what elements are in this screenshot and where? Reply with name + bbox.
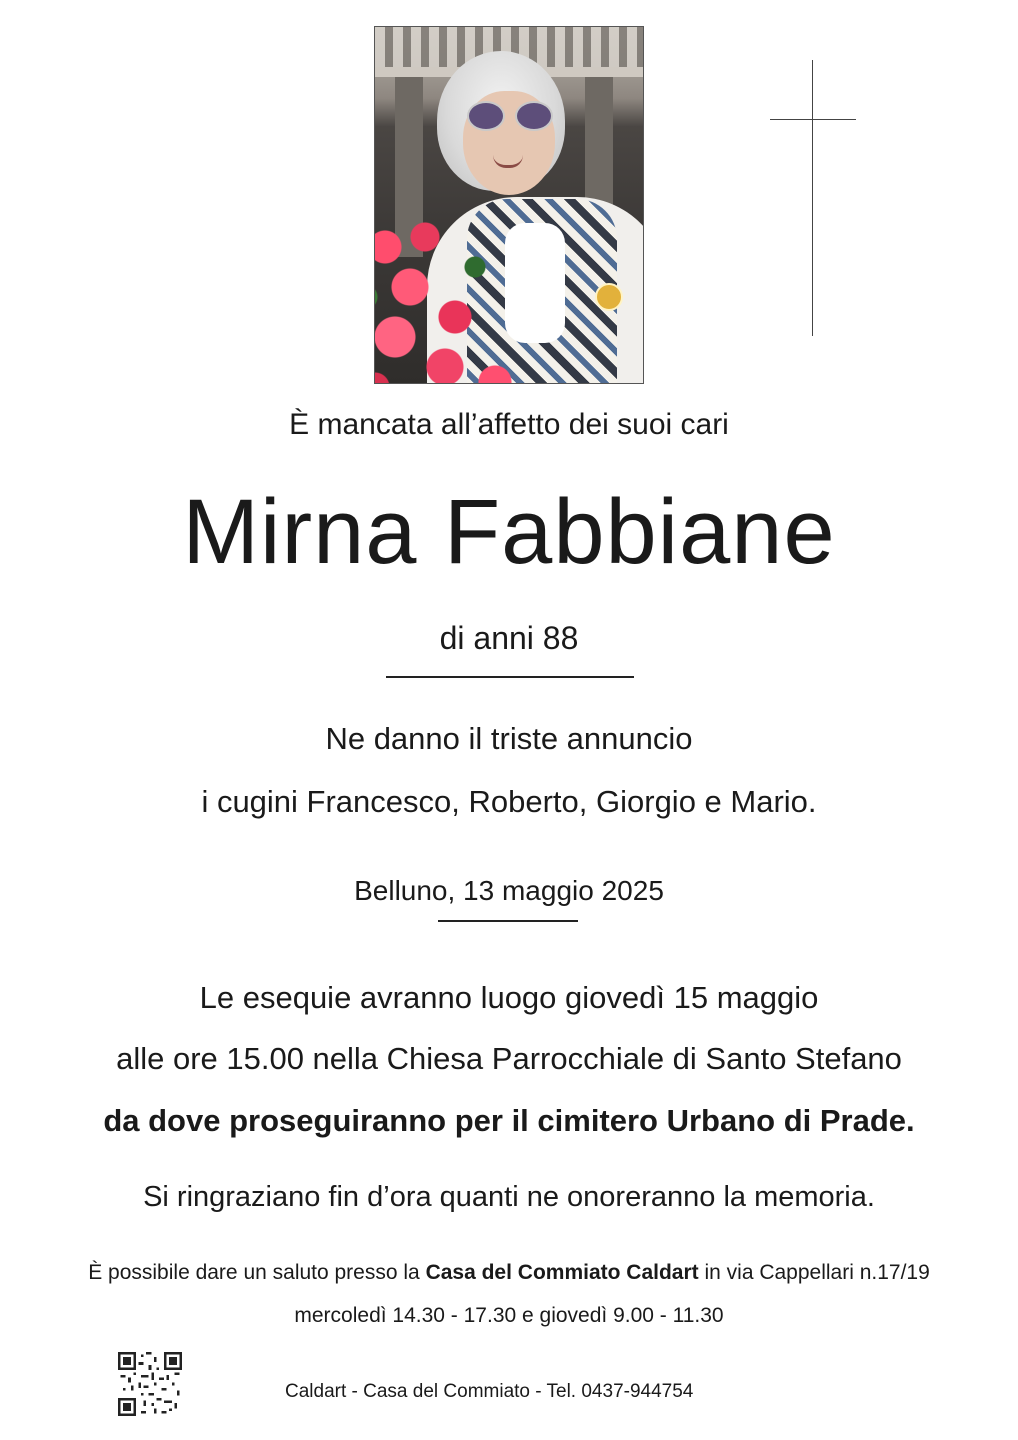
- deceased-portrait-photo: [374, 26, 644, 384]
- footer-contact: Caldart - Casa del Commiato - Tel. 0437-944754: [285, 1381, 694, 1402]
- funeral-line-3: da dove proseguiranno per il cimitero Urbano di Prade.: [103, 1103, 915, 1138]
- divider: [438, 920, 578, 922]
- age-text: di anni 88: [439, 620, 579, 656]
- visitation-suffix: in via Cappellari n.17/19: [698, 1261, 930, 1284]
- announcement-line-1: Ne danno il triste annuncio: [325, 721, 693, 756]
- visitation-info: [0, 1261, 1018, 1285]
- funeral-line-1: Le esequie avranno luogo giovedì 15 maggio: [199, 980, 819, 1015]
- announcement-line-2: i cugini Francesco, Roberto, Giorgio e Mario.: [201, 784, 817, 819]
- thanks-text: Si ringraziano fin d’ora quanti ne onoreranno la memoria.: [143, 1181, 875, 1213]
- divider: [386, 676, 634, 678]
- qr-code-icon[interactable]: [118, 1352, 182, 1416]
- place-date: Belluno, 13 maggio 2025: [354, 875, 664, 906]
- visitation-venue: Casa del Commiato Caldart: [425, 1261, 699, 1284]
- deceased-name: Mirna Fabbiane: [182, 481, 836, 583]
- funeral-line-2: alle ore 15.00 nella Chiesa Parrocchiale di Santo Stefano: [116, 1041, 902, 1076]
- cross-icon-bar: [770, 119, 856, 120]
- visitation-prefix: È possibile dare un saluto presso la: [88, 1261, 426, 1284]
- visitation-hours: mercoledì 14.30 - 17.30 e giovedì 9.00 - 11.30: [294, 1304, 724, 1327]
- intro-text: È mancata all’affetto dei suoi cari: [289, 408, 729, 441]
- cross-icon: [812, 60, 813, 336]
